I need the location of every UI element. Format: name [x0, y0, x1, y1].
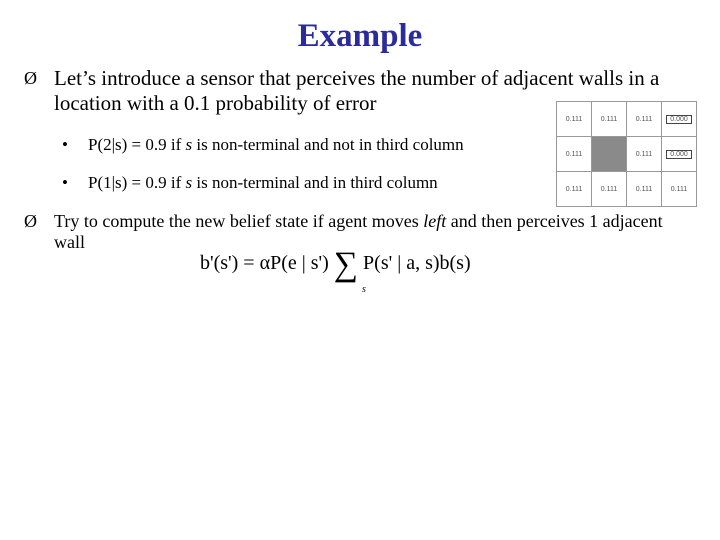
- subbullet-one-wall: [62, 172, 438, 194]
- grid-cell-terminal: 0.000: [662, 137, 697, 172]
- summation-icon: ∑: [333, 246, 359, 283]
- grid-row: [557, 102, 697, 137]
- arrow-bullet-icon: Ø: [24, 68, 37, 88]
- grid-cell: 0.111: [592, 102, 627, 137]
- subbullet-italic-s: s: [185, 173, 193, 192]
- subbullet-two-walls: [62, 134, 464, 156]
- grid-cell-obstacle: [592, 137, 627, 172]
- grid-cell-terminal: 0.000: [662, 102, 697, 137]
- italic-left: left: [423, 211, 447, 231]
- subbullet-text-part: P(2|s) = 0.9 if: [88, 135, 186, 154]
- grid-cell: 0.111: [627, 172, 662, 207]
- subbullet-text-part: is non-terminal and in third column: [192, 173, 438, 192]
- grid-row: [557, 172, 697, 207]
- belief-update-formula: [200, 246, 471, 295]
- grid-cell: 0.111: [592, 172, 627, 207]
- dot-bullet-icon: •: [62, 173, 68, 192]
- subbullet-text-part: P(1|s) = 0.9 if: [88, 173, 186, 192]
- grid-cell: 0.111: [627, 102, 662, 137]
- summation-subscript: s: [362, 284, 366, 295]
- grid-cell: 0.111: [557, 172, 592, 207]
- dot-bullet-icon: •: [62, 135, 68, 154]
- arrow-bullet-icon: Ø: [24, 211, 37, 231]
- grid-cell: 0.111: [662, 172, 697, 207]
- grid-cell: 0.111: [627, 137, 662, 172]
- formula-rhs: P(s' | a, s)b(s): [363, 252, 471, 274]
- grid-row: [557, 137, 697, 172]
- bullet-sensor-text: Let’s introduce a sensor that perceives the number of adjacent walls in a location with a 0.1 probability of error: [54, 66, 660, 115]
- subbullet-text-part: is non-terminal and not in third column: [192, 135, 464, 154]
- belief-state-grid: [556, 101, 697, 207]
- slide-title: Example: [297, 18, 423, 54]
- grid-cell: 0.111: [557, 102, 592, 137]
- grid-cell: 0.111: [557, 137, 592, 172]
- subbullet-italic-s: s: [185, 135, 193, 154]
- bullet-compute-text: Try to compute the new belief state if agent moves left and then perceives 1 adjacent wall: [54, 211, 663, 252]
- formula-lhs: b'(s') = αP(e | s'): [200, 252, 329, 274]
